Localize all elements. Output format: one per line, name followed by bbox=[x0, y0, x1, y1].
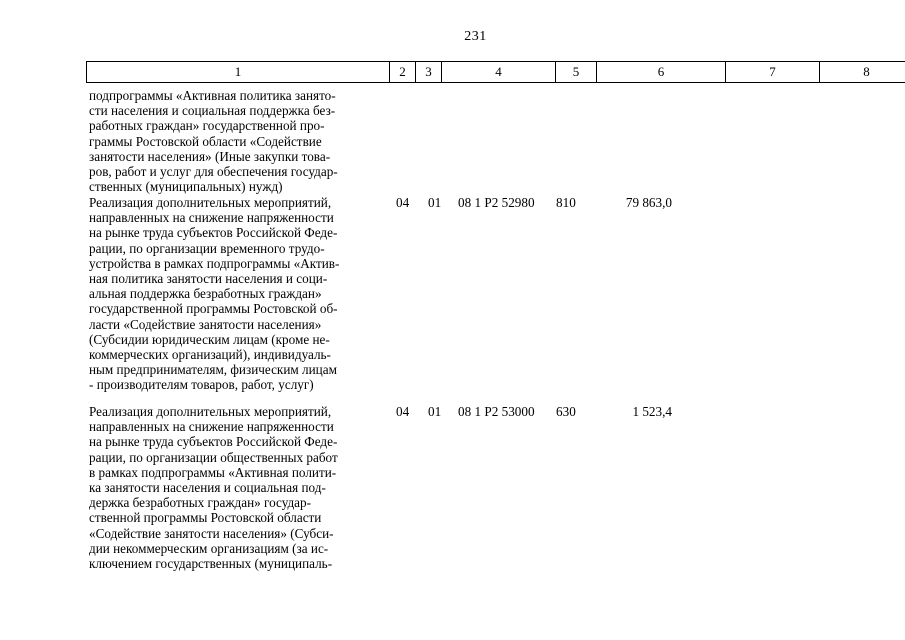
header-col-5: 5 bbox=[556, 62, 597, 82]
description-line: рации, по организации общественных работ bbox=[89, 449, 338, 465]
header-col-1: 1 bbox=[87, 62, 390, 82]
description-line: ключением государственных (муниципаль- bbox=[89, 556, 333, 572]
description-line: (Субсидии юридическим лицам (кроме не- bbox=[89, 331, 330, 347]
description-line: рации, по организации временного трудо- bbox=[89, 240, 325, 256]
section-code: 04 bbox=[396, 404, 410, 419]
description-line: занятости населения» (Иные закупки това- bbox=[89, 148, 331, 164]
description-line: ная политика занятости населения и соци- bbox=[89, 271, 328, 287]
description-line: ным предпринимателям, физическим лицам bbox=[89, 362, 337, 378]
description-line: ров, работ и услуг для обеспечения государ- bbox=[89, 164, 338, 180]
target-article-code: 08 1 P2 52980 bbox=[458, 195, 535, 210]
description-line: «Содействие занятости населения» (Субси- bbox=[89, 525, 334, 541]
section-code: 04 bbox=[396, 195, 410, 210]
description-line: на рынке труда субъектов Российской Феде- bbox=[89, 434, 338, 450]
expense-type-code: 630 bbox=[556, 404, 576, 419]
description-line: на рынке труда субъектов Российской Феде- bbox=[89, 225, 338, 241]
description-line: ственных (муниципальных) нужд) bbox=[89, 179, 283, 195]
description-line: направленных на снижение напряженности bbox=[89, 210, 334, 226]
header-col-6: 6 bbox=[597, 62, 726, 82]
header-col-2: 2 bbox=[390, 62, 416, 82]
description-line: Реализация дополнительных мероприятий, bbox=[89, 195, 332, 210]
expense-type-code: 810 bbox=[556, 195, 576, 210]
description-line: направленных на снижение напряженности bbox=[89, 419, 334, 435]
description-line: подпрограммы «Активная политика занято- bbox=[89, 88, 336, 103]
subsection-code: 01 bbox=[428, 404, 442, 419]
description-line: коммерческих организаций), индивидуаль- bbox=[89, 347, 331, 363]
description-line: Реализация дополнительных мероприятий, bbox=[89, 404, 332, 419]
target-article-code: 08 1 P2 53000 bbox=[458, 404, 535, 419]
header-col-7: 7 bbox=[726, 62, 820, 82]
description-line: сти населения и социальная поддержка без- bbox=[89, 103, 336, 119]
description-line: устройства в рамках подпрограммы «Актив- bbox=[89, 255, 340, 271]
description-line: ка занятости населения и социальная под- bbox=[89, 480, 326, 496]
description-line: работных граждан» государственной про- bbox=[89, 118, 325, 134]
row-description bbox=[89, 195, 385, 393]
description-line: в рамках подпрограммы «Активная полити- bbox=[89, 464, 337, 480]
row-description bbox=[89, 404, 385, 571]
description-line: ласти «Содействие занятости населения» bbox=[89, 316, 322, 332]
amount: 1 523,4 bbox=[632, 404, 672, 419]
table-header bbox=[86, 61, 905, 83]
header-col-3: 3 bbox=[416, 62, 442, 82]
header-col-4: 4 bbox=[442, 62, 556, 82]
description-line: - производителям товаров, работ, услуг) bbox=[89, 377, 314, 393]
description-line: ственной программы Ростовской области bbox=[89, 510, 322, 526]
description-line: государственной программы Ростовской об- bbox=[89, 301, 338, 317]
description-line: держка безработных граждан» государ- bbox=[89, 495, 312, 511]
description-line: граммы Ростовской области «Содействие bbox=[89, 133, 322, 149]
page-number: 231 bbox=[464, 29, 487, 44]
row-description bbox=[89, 88, 385, 194]
subsection-code: 01 bbox=[428, 195, 442, 210]
header-col-8: 8 bbox=[863, 64, 870, 79]
description-line: дии некоммерческим организациям (за ис- bbox=[89, 540, 329, 556]
amount: 79 863,0 bbox=[625, 195, 672, 210]
description-line: альная поддержка безработных граждан» bbox=[89, 286, 322, 302]
